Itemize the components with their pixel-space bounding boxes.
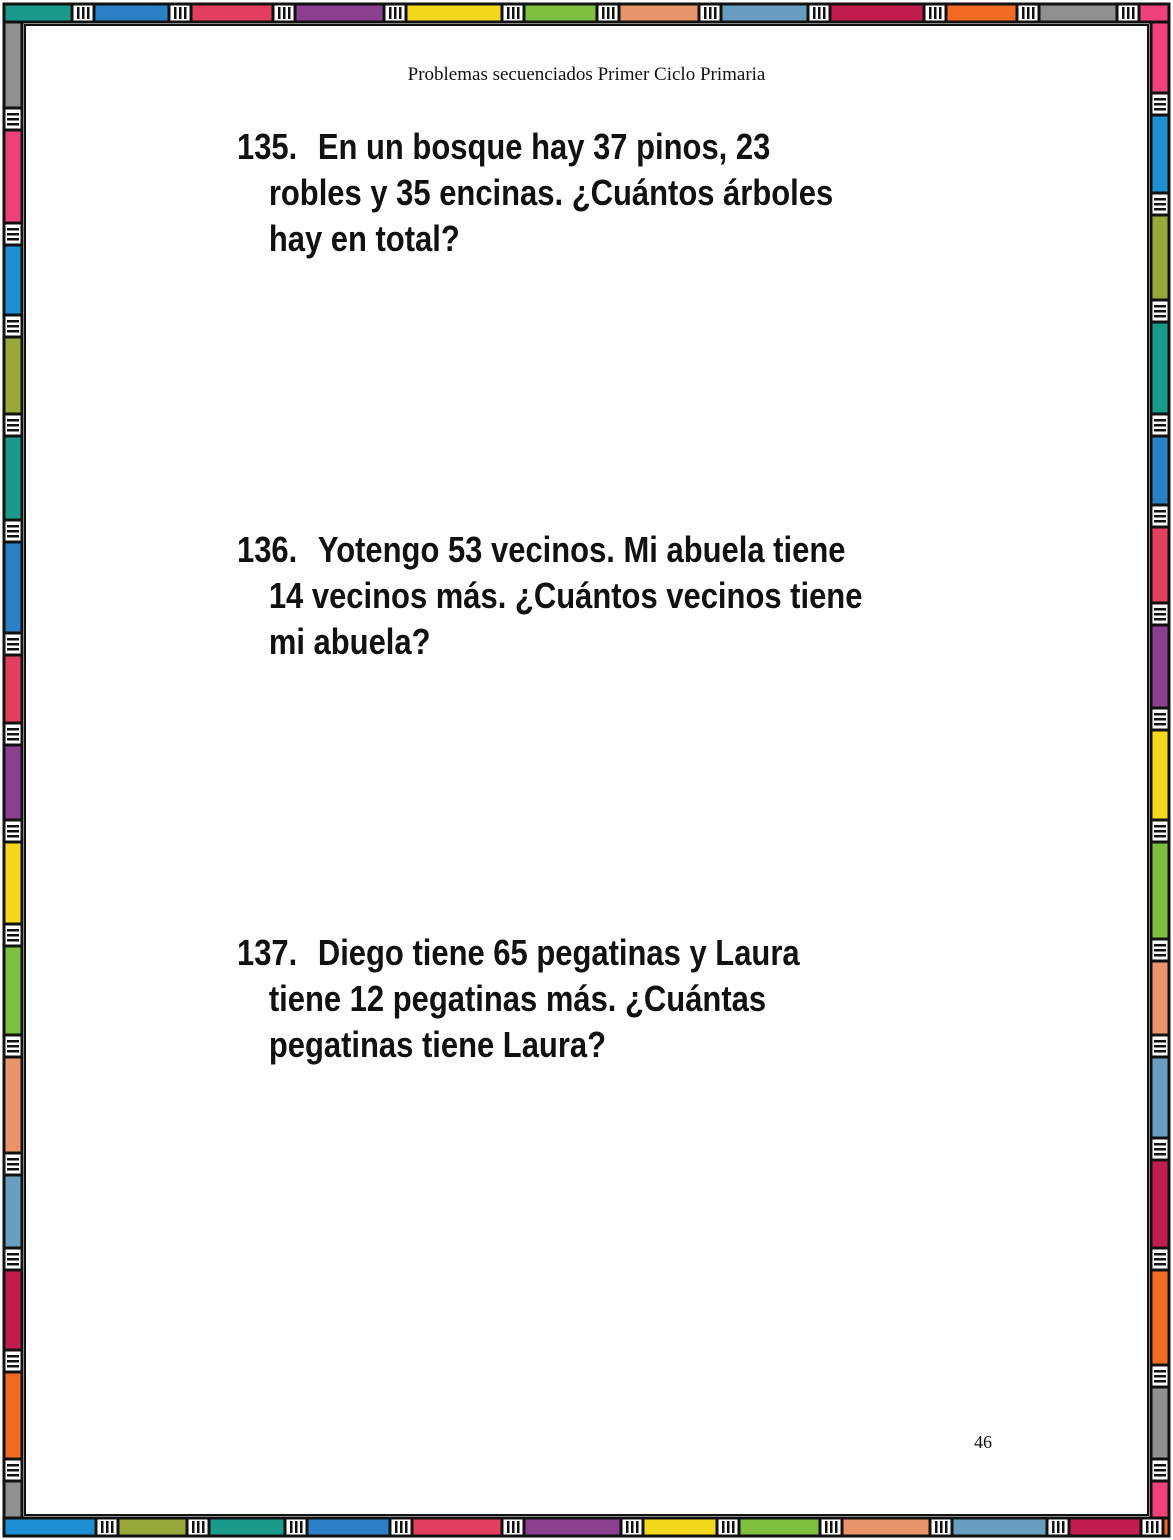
border-tick	[1057, 1521, 1060, 1533]
border-tick	[945, 1521, 948, 1533]
border-tick	[7, 1253, 19, 1256]
border-tick	[7, 835, 19, 838]
border-tick	[1154, 1148, 1166, 1151]
border-segment	[94, 4, 169, 22]
border-tick	[1122, 7, 1125, 19]
border-tick	[283, 7, 286, 19]
border-tick	[631, 1521, 634, 1533]
border-segment	[1151, 842, 1169, 939]
border-tick	[1022, 7, 1025, 19]
border-tick	[929, 7, 932, 19]
border-segment	[524, 4, 597, 22]
border-tick	[7, 238, 19, 241]
border-tick	[405, 1521, 408, 1533]
border-tick	[1154, 713, 1166, 716]
problem-136	[237, 527, 863, 665]
border-tick	[7, 1474, 19, 1477]
border-tick	[1146, 1521, 1149, 1533]
border-tick	[1154, 1045, 1166, 1048]
border-tick	[184, 7, 187, 19]
border-tick	[1154, 1380, 1166, 1383]
border-segment	[1151, 436, 1169, 505]
border-segment	[4, 130, 22, 223]
border-tick	[1154, 1143, 1166, 1146]
border-segment	[842, 1518, 930, 1536]
border-tick	[709, 7, 712, 19]
border-tick	[7, 830, 19, 833]
border-tick	[7, 530, 19, 533]
border-tick	[77, 7, 80, 19]
border-tick	[395, 1521, 398, 1533]
border-tick	[1154, 1474, 1166, 1477]
border-tick	[940, 1521, 943, 1533]
problem-text-line: Yotengo 53 vecinos. Mi abuela tiene	[317, 529, 846, 570]
problem-text-line: Diego tiene 65 pegatinas y Laura	[317, 932, 800, 973]
border-segment	[4, 1175, 22, 1248]
border-tick	[1154, 1258, 1166, 1261]
border-tick	[1154, 608, 1166, 611]
border-tick	[101, 1521, 104, 1533]
border-tick	[512, 7, 515, 19]
border-tick	[7, 728, 19, 731]
border-segment	[209, 1518, 285, 1536]
border-segment	[191, 4, 273, 22]
border-tick	[7, 1040, 19, 1043]
border-tick	[607, 7, 610, 19]
border-tick	[1154, 1464, 1166, 1467]
problem-number: 135.	[237, 126, 298, 167]
page-number: 46	[974, 1432, 992, 1452]
border-tick	[1154, 1253, 1166, 1256]
border-tick	[818, 7, 821, 19]
problem-text-line: mi abuela?	[268, 621, 431, 662]
border-tick	[1062, 1521, 1065, 1533]
border-tick	[517, 7, 520, 19]
border-tick	[823, 7, 826, 19]
border-tick	[7, 424, 19, 427]
border-segment	[721, 4, 808, 22]
border-tick	[727, 1521, 730, 1533]
border-tick	[934, 7, 937, 19]
border-segment	[1151, 1160, 1169, 1248]
border-tick	[1154, 203, 1166, 206]
border-segment	[1151, 527, 1169, 603]
border-tick	[7, 1045, 19, 1048]
border-tick	[1154, 198, 1166, 201]
border-segment	[1151, 961, 1169, 1035]
border-tick	[7, 1365, 19, 1368]
border-segment	[4, 1372, 22, 1459]
border-segment	[952, 1518, 1047, 1536]
border-tick	[1132, 7, 1135, 19]
border-tick	[512, 1521, 515, 1533]
border-tick	[1154, 613, 1166, 616]
border-tick	[7, 738, 19, 741]
border-tick	[7, 1355, 19, 1358]
border-segment	[4, 4, 72, 22]
border-tick	[87, 7, 90, 19]
border-tick	[732, 1521, 735, 1533]
border-tick	[1154, 830, 1166, 833]
border-tick	[1154, 424, 1166, 427]
border-tick	[1154, 429, 1166, 432]
border-tick	[1154, 954, 1166, 957]
border-tick	[7, 1163, 19, 1166]
border-tick	[1154, 618, 1166, 621]
border-tick	[1154, 1263, 1166, 1266]
border-segment	[4, 542, 22, 633]
border-tick	[1154, 98, 1166, 101]
border-tick	[192, 1521, 195, 1533]
border-tick	[106, 1521, 109, 1533]
border-segment	[1139, 4, 1169, 22]
border-segment	[1151, 1057, 1169, 1138]
border-segment	[4, 1518, 96, 1536]
border-tick	[935, 1521, 938, 1533]
border-segment	[4, 337, 22, 414]
border-tick	[1154, 1040, 1166, 1043]
border-tick	[111, 1521, 114, 1533]
border-segment	[4, 245, 22, 315]
border-segment	[4, 946, 22, 1035]
border-tick	[7, 939, 19, 942]
border-segment	[1151, 322, 1169, 414]
problem-first-line	[237, 527, 856, 573]
border-tick	[602, 7, 605, 19]
border-tick	[7, 330, 19, 333]
border-segment	[307, 1518, 390, 1536]
problem-text-line: pegatinas tiene Laura?	[268, 1024, 607, 1065]
border-tick	[82, 7, 85, 19]
border-tick	[300, 1521, 303, 1533]
problem-number: 136.	[237, 529, 298, 570]
border-tick	[1154, 825, 1166, 828]
problem-text-line: 14 vecinos más. ¿Cuántos vecinos tiene	[268, 575, 863, 616]
border-segment	[4, 842, 22, 924]
border-segment	[619, 4, 699, 22]
problem-text-line: robles y 35 encinas. ¿Cuántos árboles	[268, 172, 834, 213]
problem-text-line: En un bosque hay 37 pinos, 23	[317, 126, 771, 167]
border-tick	[1154, 1375, 1166, 1378]
problem-first-line	[237, 124, 856, 170]
border-tick	[7, 325, 19, 328]
border-tick	[7, 733, 19, 736]
problem-text-line: tiene 12 pegatinas más. ¿Cuántas	[268, 978, 767, 1019]
border-tick	[290, 1521, 293, 1533]
border-segment	[295, 4, 384, 22]
border-tick	[517, 1521, 520, 1533]
border-tick	[7, 648, 19, 651]
border-tick	[399, 7, 402, 19]
border-segment	[4, 1270, 22, 1350]
border-tick	[7, 113, 19, 116]
border-tick	[394, 7, 397, 19]
problem-first-line	[237, 930, 856, 976]
border-tick	[7, 643, 19, 646]
border-tick	[704, 7, 707, 19]
border-tick	[7, 929, 19, 932]
border-tick	[295, 1521, 298, 1533]
border-tick	[7, 1050, 19, 1053]
border-tick	[7, 1360, 19, 1363]
border-segment	[830, 4, 924, 22]
border-tick	[1154, 718, 1166, 721]
border-segment	[4, 1481, 22, 1518]
border-tick	[1154, 305, 1166, 308]
border-tick	[939, 7, 942, 19]
border-segment	[1163, 1518, 1169, 1536]
border-tick	[174, 7, 177, 19]
border-tick	[7, 825, 19, 828]
border-tick	[7, 228, 19, 231]
border-tick	[1154, 1469, 1166, 1472]
border-tick	[1052, 1521, 1055, 1533]
border-tick	[1154, 1153, 1166, 1156]
border-tick	[7, 118, 19, 121]
border-tick	[7, 638, 19, 641]
border-tick	[1154, 835, 1166, 838]
border-segment	[406, 4, 502, 22]
border-tick	[1154, 520, 1166, 523]
border-tick	[1154, 515, 1166, 518]
border-tick	[1154, 510, 1166, 513]
border-segment	[524, 1518, 621, 1536]
border-tick	[202, 1521, 205, 1533]
border-segment	[4, 436, 22, 520]
border-segment	[412, 1518, 502, 1536]
border-tick	[7, 429, 19, 432]
border-tick	[507, 7, 510, 19]
border-tick	[7, 1158, 19, 1161]
page-header: Problemas secuenciados Primer Ciclo Primaria	[407, 64, 766, 85]
border-tick	[1151, 1521, 1154, 1533]
border-tick	[813, 7, 816, 19]
border-segment	[4, 1057, 22, 1153]
border-tick	[1032, 7, 1035, 19]
border-tick	[7, 320, 19, 323]
border-tick	[1154, 723, 1166, 726]
border-tick	[830, 1521, 833, 1533]
border-tick	[7, 1258, 19, 1261]
problem-135	[237, 124, 856, 262]
border-tick	[1154, 108, 1166, 111]
border-segment	[643, 1518, 717, 1536]
border-segment	[1151, 215, 1169, 300]
border-tick	[1027, 7, 1030, 19]
border-tick	[7, 1464, 19, 1467]
border-tick	[7, 123, 19, 126]
border-tick	[825, 1521, 828, 1533]
border-tick	[7, 1168, 19, 1171]
border-tick	[7, 934, 19, 937]
border-tick	[197, 1521, 200, 1533]
border-tick	[1154, 1370, 1166, 1373]
border-tick	[1127, 7, 1130, 19]
border-segment	[1039, 4, 1117, 22]
border-segment	[1151, 1387, 1169, 1459]
border-tick	[7, 233, 19, 236]
border-tick	[1154, 944, 1166, 947]
border-tick	[835, 1521, 838, 1533]
border-tick	[7, 419, 19, 422]
border-tick	[278, 7, 281, 19]
border-tick	[400, 1521, 403, 1533]
problem-number: 137.	[237, 932, 298, 973]
border-tick	[1154, 208, 1166, 211]
border-segment	[1069, 1518, 1141, 1536]
border-tick	[7, 525, 19, 528]
border-segment	[739, 1518, 820, 1536]
border-segment	[1151, 1481, 1169, 1518]
border-tick	[636, 1521, 639, 1533]
border-tick	[612, 7, 615, 19]
border-segment	[4, 745, 22, 820]
border-tick	[1154, 949, 1166, 952]
border-segment	[118, 1518, 187, 1536]
border-tick	[288, 7, 291, 19]
border-segment	[946, 4, 1017, 22]
border-tick	[1154, 315, 1166, 318]
border-tick	[7, 1263, 19, 1266]
border-tick	[626, 1521, 629, 1533]
border-tick	[722, 1521, 725, 1533]
border-segment	[1151, 115, 1169, 193]
border-tick	[1154, 310, 1166, 313]
border-tick	[1154, 419, 1166, 422]
border-tick	[179, 7, 182, 19]
border-tick	[7, 1469, 19, 1472]
border-tick	[1154, 103, 1166, 106]
border-tick	[714, 7, 717, 19]
border-segment	[4, 655, 22, 723]
border-tick	[389, 7, 392, 19]
border-tick	[1154, 1050, 1166, 1053]
border-tick	[7, 535, 19, 538]
border-segment	[1151, 625, 1169, 708]
problem-137	[237, 930, 856, 1068]
border-tick	[1156, 1521, 1159, 1533]
problem-text-line: hay en total?	[268, 218, 460, 259]
border-segment	[1151, 1270, 1169, 1365]
border-segment	[1151, 730, 1169, 820]
border-tick	[507, 1521, 510, 1533]
